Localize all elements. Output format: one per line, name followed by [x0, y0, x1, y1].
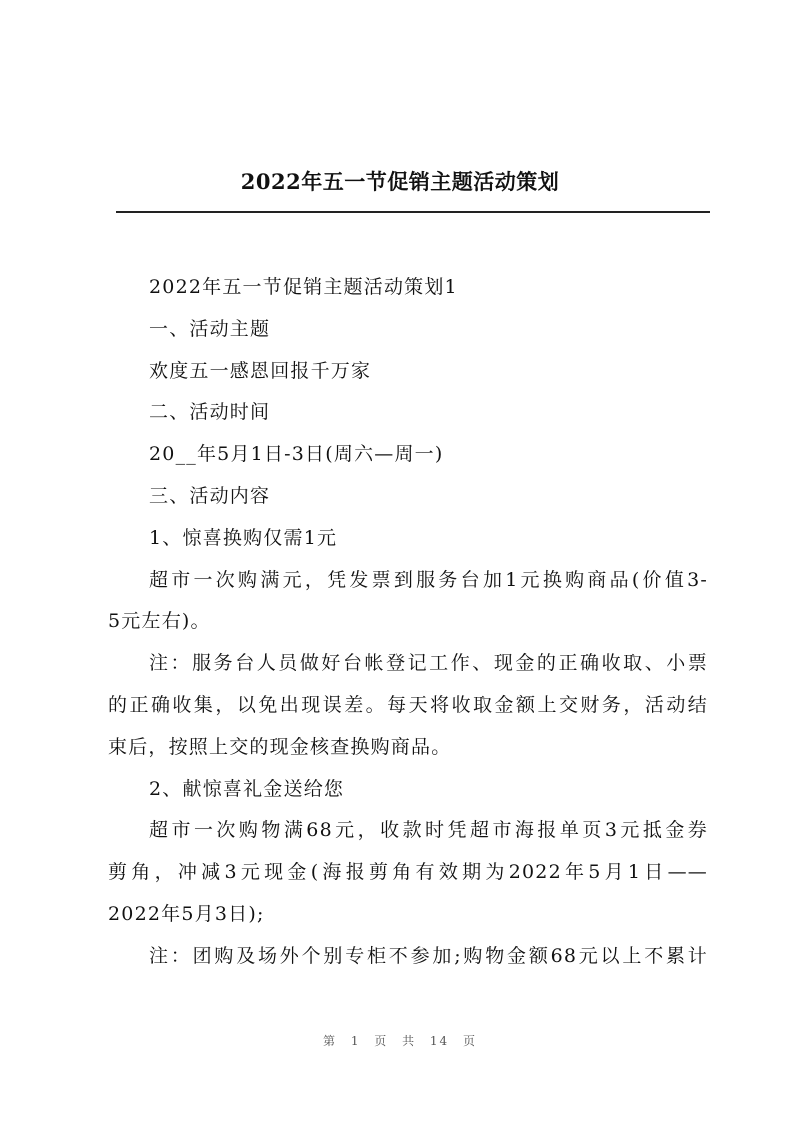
section-heading: 2022年五一节促销主题活动策划1 [149, 276, 458, 298]
paragraph-line: 20__年5月1日-3日(周六—周一) [149, 443, 444, 466]
heading-activity-content: 三、活动内容 [149, 484, 271, 507]
subheading-item-1: 1、惊喜换购仅需1元 [149, 526, 338, 549]
paragraph-line: 注：服务台人员做好台帐登记工作、现金的正确收取、小票 [149, 652, 708, 675]
paragraph-line: 2022年5月3日); [108, 902, 265, 925]
paragraph-line: 超市一次购物满68元，收款时凭超市海报单页3元抵金券 [149, 819, 708, 842]
heading-activity-theme: 一、活动主题 [149, 317, 271, 340]
paragraph-line: 欢度五一感恩回报千万家 [149, 359, 372, 382]
subheading-item-2: 2、献惊喜礼金送给您 [149, 777, 345, 800]
document-title: 2022年五一节促销主题活动策划 [240, 169, 560, 194]
paragraph-line: 超市一次购满元，凭发票到服务台加1元换购商品(价值3- [149, 568, 708, 591]
heading-activity-time: 二、活动时间 [149, 401, 271, 424]
paragraph-line: 的正确收集，以免出现误差。每天将收取金额上交财务，活动结 [108, 693, 708, 716]
document-body [108, 267, 708, 978]
paragraph-line: 束后，按照上交的现金核查换购商品。 [108, 735, 452, 758]
paragraph-line: 注：团购及场外个别专柜不参加;购物金额68元以上不累计 [149, 944, 708, 967]
paragraph-line: 剪角，冲减3元现金(海报剪角有效期为2022年5月1日—— [108, 861, 708, 884]
page-number-footer: 第 1 页 共 14 页 [323, 1034, 477, 1048]
paragraph-line: 5元左右)。 [108, 610, 211, 633]
title-divider [116, 211, 710, 213]
